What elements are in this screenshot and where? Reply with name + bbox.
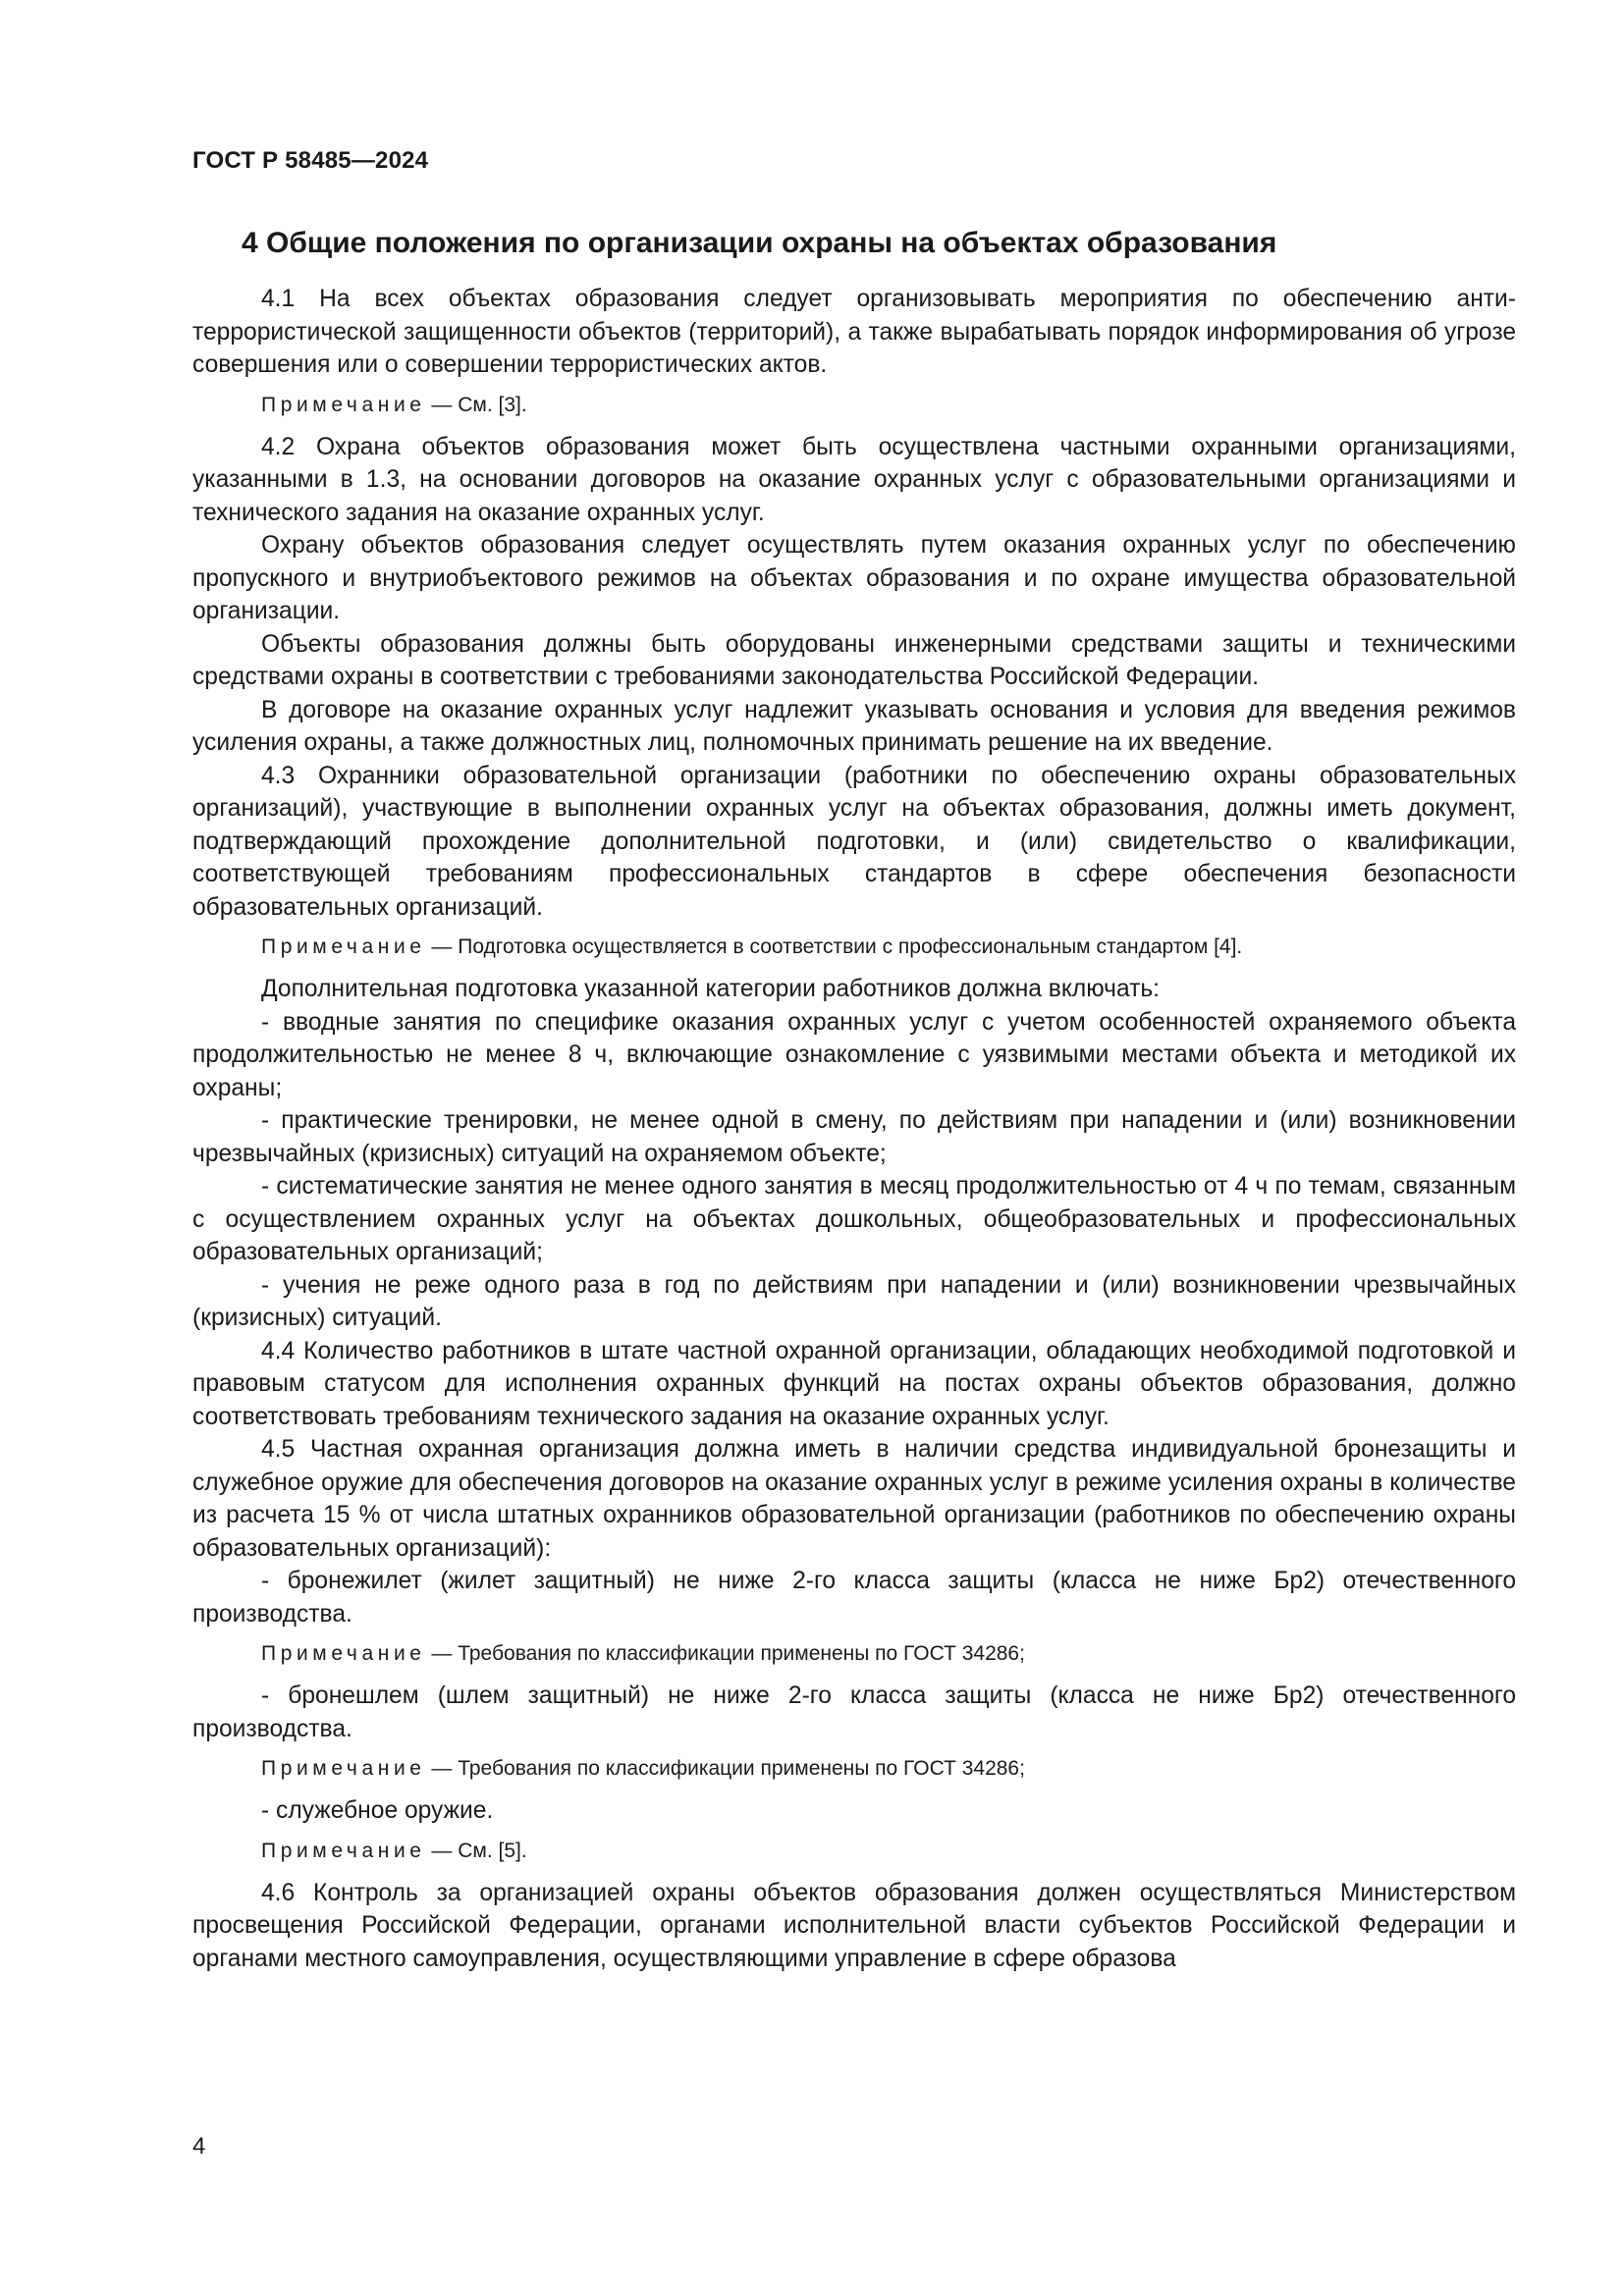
paragraph: - практические тренировки, не менее одной в смену, по действиям при нападении и (или) возникновении чрезвычайных (кризисных) ситуаций на охраняемом объекте; (192, 1107, 1516, 1167)
note (192, 932, 1516, 963)
paragraph: Охрану объектов образования следует осуществлять путем оказания охранных услуг по обеспечению пропускного и внутриобъектового режимов на объектах образования и по охране имущества образовательной организации. (192, 532, 1516, 624)
paragraph: 4.1 На всех объектах образования следует организовывать мероприятия по обеспечению антитеррористической защищенности объектов (территорий), а также вырабатывать порядок информирования об угрозе совершения или о совершении террористических актов. (192, 286, 1516, 378)
note (192, 390, 1516, 421)
note-text: — Подготовка осуществляется в соответствии с профессиональным стандартом [4]. (425, 935, 1243, 958)
paragraph: 4.5 Частная охранная организация должна иметь в наличии средства индивидуальной бронезащиты и служебное оружие для обеспечения договоров на оказание охранных услуг в режиме усиления охраны в количестве из расчета 15 % от числа штатных охранников образовательной организации (работников по обеспечению охраны образовательных организаций): (192, 1436, 1516, 1562)
note (192, 1638, 1516, 1670)
paragraph: 4.2 Охрана объектов образования может быть осуществлена частными охранными организациями, указанными в 1.3, на основании договоров на оказание охранных услуг с образовательными организациями и технического задания на оказание охранных услуг. (192, 433, 1516, 526)
section-body (192, 283, 1516, 1975)
section-title: 4 Общие положения по организации охраны на объектах образования (242, 227, 1277, 259)
page-number: 4 (192, 2133, 206, 2160)
paragraph: - систематические занятия не менее одного занятия в месяц продолжительностью от 4 ч по темам, связанным с осуществлением охранных услуг на объектах дошкольных, общеобразовательных и профессиональных образовательных организаций; (192, 1173, 1516, 1265)
note-label: Примечание (261, 935, 426, 958)
note-text: — Требования по классификации применены по ГОСТ 34286; (425, 1642, 1025, 1665)
note-label: Примечание (261, 1839, 426, 1862)
paragraph: В договоре на оказание охранных услуг надлежит указывать основания и условия для введения режимов усиления охраны, а также должностных лиц, полномочных принимать решение на их введение. (192, 696, 1516, 756)
paragraph: 4.3 Охранники образовательной организации (работники по обеспечению охраны образовательных организаций), участвующие в выполнении охранных услуг на объектах образования, должны иметь документ, подтверждающий прохождение дополнительной подготовки, и (или) свидетельство о квалификации, соответствующей требованиям профессиональных стандартов в сфере обеспечения безопасности образовательных организаций. (192, 762, 1516, 921)
paragraph: - бронешлем (шлем защитный) не ниже 2-го класса защиты (класса не ниже Бр2) отечественного производства. (192, 1682, 1516, 1742)
note (192, 1753, 1516, 1785)
paragraph: Объекты образования должны быть оборудованы инженерными средствами защиты и техническими средствами охраны в соответствии с требованиями законодательства Российской Федерации. (192, 630, 1516, 690)
note-text: — Требования по классификации применены по ГОСТ 34286; (425, 1757, 1025, 1780)
note-label: Примечание (261, 393, 426, 416)
note-text: — См. [5]. (425, 1839, 527, 1862)
paragraph: - бронежилет (жилет защитный) не ниже 2-го класса защиты (класса не ниже Бр2) отечественного производства. (192, 1568, 1516, 1628)
main-content (192, 224, 1516, 1975)
paragraph: 4.6 Контроль за организацией охраны объектов образования должен осуществляться Министерством просвещения Российской Федерации, органами исполнительной власти субъектов Российской Федерации и органами местного самоуправления, осуществляющими управление в сфере образова (192, 1879, 1516, 1972)
document-id: ГОСТ Р 58485—2024 (192, 147, 429, 174)
paragraph: Дополнительная подготовка указанной категории работников должна включать: (261, 976, 1161, 1002)
paragraph: - учения не реже одного раза в год по действиям при нападении и (или) возникновении чрезвычайных (кризисных) ситуаций. (192, 1271, 1516, 1331)
paragraph: - вводные занятия по специфике оказания охранных услуг с учетом особенностей охраняемого объекта продолжительностью не менее 8 ч, включающие ознакомление с уязвимыми местами объекта и методикой их охраны; (192, 1008, 1516, 1101)
note-text: — См. [3]. (425, 393, 527, 416)
note-label: Примечание (261, 1757, 426, 1780)
note (192, 1836, 1516, 1867)
paragraph: 4.4 Количество работников в штате частной охранной организации, обладающих необходимой подготовкой и правовым статусом для исполнения охранных функций на постах охраны объектов образования, должно соответствовать требованиям технического задания на оказание охранных услуг. (192, 1337, 1516, 1430)
paragraph: - служебное оружие. (261, 1797, 494, 1824)
note-label: Примечание (261, 1642, 426, 1665)
